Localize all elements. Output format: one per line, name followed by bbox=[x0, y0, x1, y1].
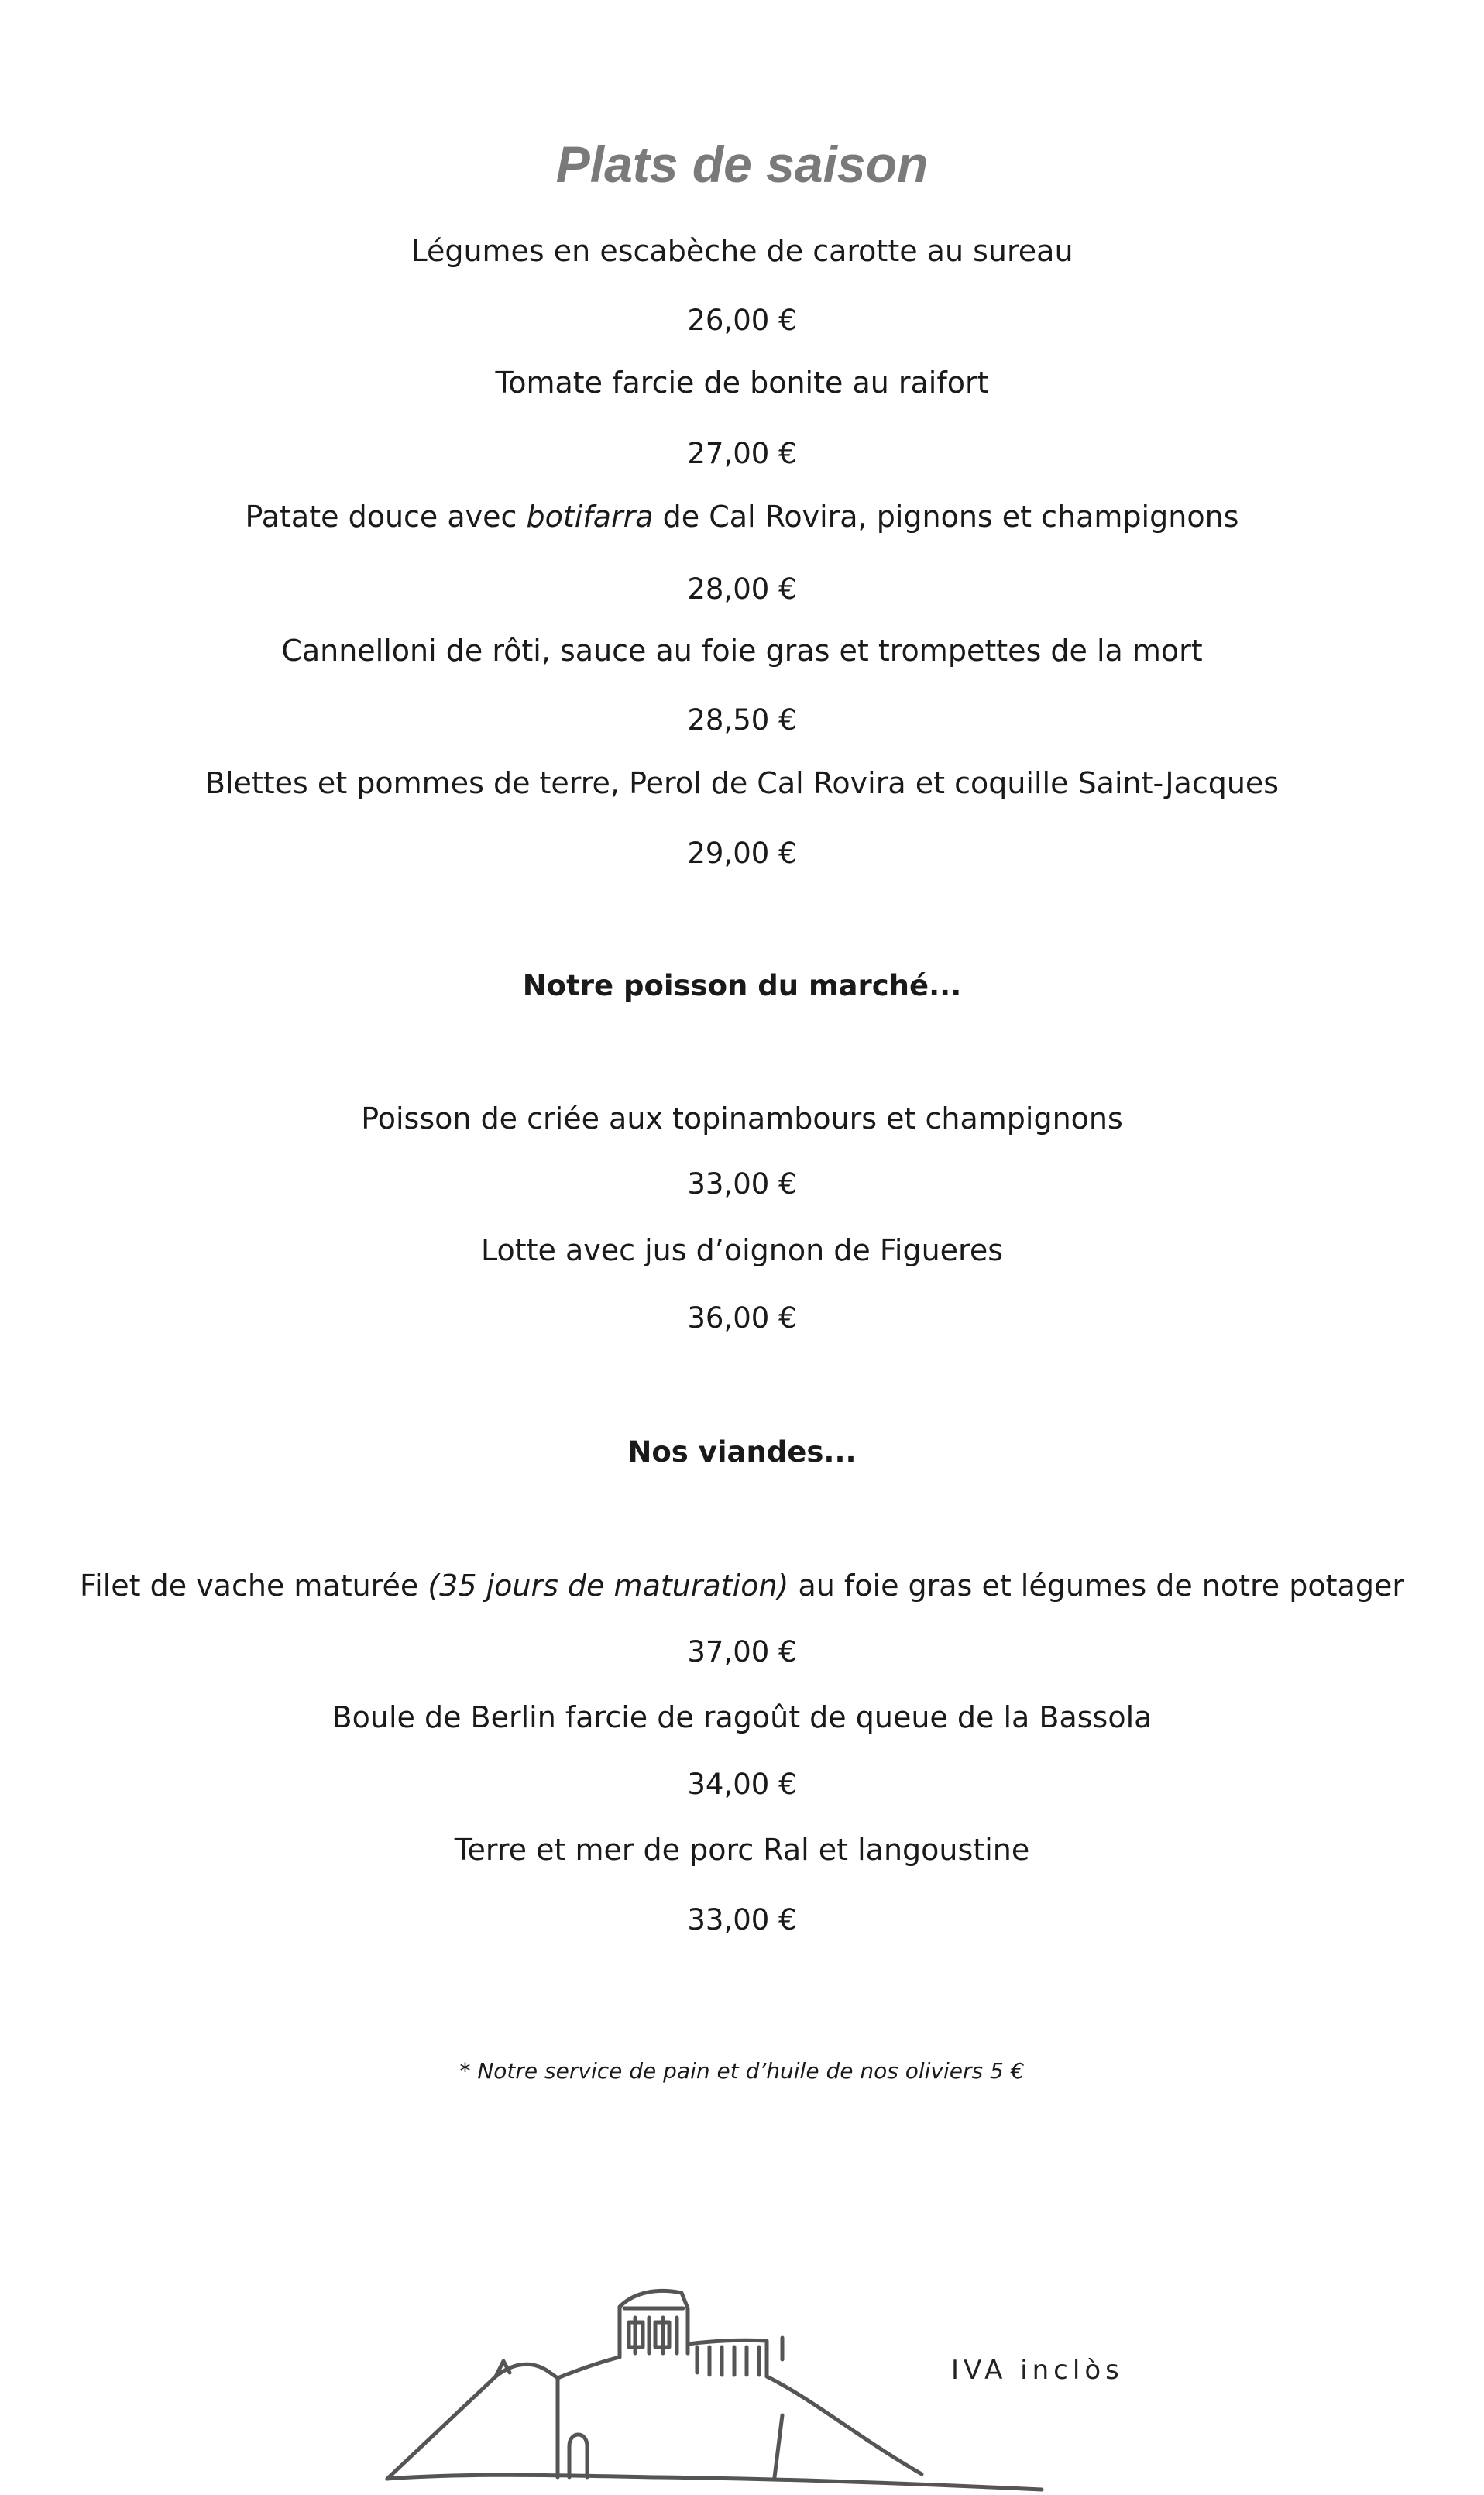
dish-price: 26,00 € bbox=[687, 304, 797, 337]
dish-price: 33,00 € bbox=[687, 1167, 797, 1201]
dish-name: Tomate farcie de bonite au raifort bbox=[495, 366, 989, 400]
tax-included-note: IVA inclòs bbox=[951, 2355, 1124, 2386]
dish-price: 36,00 € bbox=[687, 1301, 797, 1335]
dish-name: Cannelloni de rôti, sauce au foie gras et trompettes de la mort bbox=[281, 634, 1203, 668]
dish-name: Boule de Berlin farcie de ragoût de queue de la Bassola bbox=[331, 1700, 1153, 1734]
dish-price: 27,00 € bbox=[687, 437, 797, 470]
page-title: Plats de saison bbox=[555, 136, 929, 193]
dish-price: 28,50 € bbox=[687, 703, 797, 737]
dish-name: Blettes et pommes de terre, Perol de Cal Rovira et coquille Saint-Jacques bbox=[204, 766, 1280, 800]
dish-price: 28,00 € bbox=[687, 572, 797, 606]
dish-name bbox=[0, 498, 1484, 535]
dish-price: 34,00 € bbox=[687, 1768, 797, 1801]
dish-name-emphasis: botifarra bbox=[526, 500, 654, 534]
dish-name-part: Patate douce avec bbox=[245, 500, 527, 534]
dish-name: Terre et mer de porc Ral et langoustine bbox=[454, 1833, 1030, 1867]
dish-name-part: de Cal Rovira, pignons et champignons bbox=[653, 500, 1239, 534]
bread-service-note: * Notre service de pain et d’huile de nos oliviers 5 € bbox=[459, 2058, 1025, 2084]
section-heading-fish: Notre poisson du marché... bbox=[522, 969, 962, 1002]
dish-price: 37,00 € bbox=[687, 1635, 797, 1668]
dish-price: 29,00 € bbox=[687, 837, 797, 870]
dish-name: Lotte avec jus d’oignon de Figueres bbox=[480, 1233, 1004, 1267]
dish-name-part: au foie gras et légumes de notre potager bbox=[788, 1569, 1404, 1603]
dish-price: 33,00 € bbox=[687, 1903, 797, 1937]
dish-name-part: Filet de vache maturée bbox=[80, 1569, 428, 1603]
dish-name: Poisson de criée aux topinambours et champignons bbox=[361, 1101, 1123, 1136]
dish-name: Légumes en escabèche de carotte au sureau bbox=[411, 234, 1073, 268]
section-heading-meat: Nos viandes... bbox=[627, 1435, 857, 1469]
dish-name-emphasis: (35 jours de maturation) bbox=[428, 1569, 789, 1603]
dish-name bbox=[0, 1567, 1484, 1604]
